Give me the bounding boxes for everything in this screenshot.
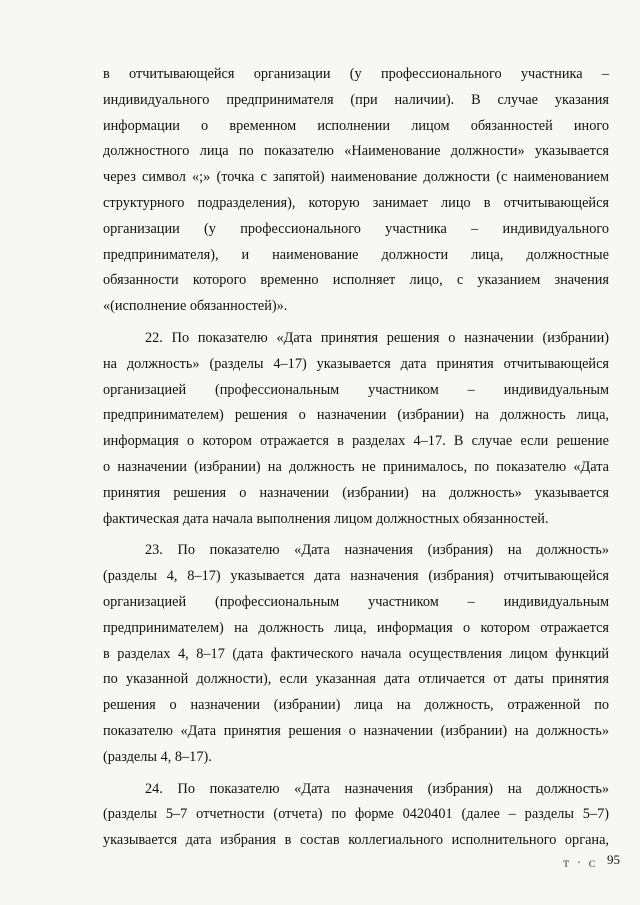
text-line: в отчитывающейся организации (у профессионального участника – <box>103 66 609 82</box>
text-line: предпринимателем) на должность лица, информация о котором отражается <box>103 619 609 636</box>
text-line: принятия решения о назначении (избрании) на должность» указывается <box>103 484 609 501</box>
text-line: (разделы 5–7 отчетности (отчета) по форме 0420401 (далее – разделы 5–7) <box>103 806 609 823</box>
text-line: (разделы 4, 8–17). <box>103 748 212 765</box>
text-line: через символ «;» (точка с запятой) наименование должности (с наименованием <box>103 169 609 186</box>
text-line: организацией (профессиональным участником – индивидуальным <box>103 593 609 610</box>
text-line: на должность» (разделы 4–17) указывается дата принятия отчитывающейся <box>103 355 609 372</box>
text-line: в разделах 4, 8–17 (дата фактического начала осуществления лицом функций <box>103 645 609 662</box>
document-body <box>103 62 609 854</box>
text-line: «(исполнение обязанностей)». <box>103 298 288 315</box>
text-line: решения о назначении (избрании) лица на должность, отраженной по <box>103 697 609 714</box>
text-line: указывается дата избрания в состав коллегиального исполнительного органа, <box>103 832 609 849</box>
text-line: структурного подразделения), которую занимает лицо в отчитывающейся <box>103 194 609 211</box>
text-line: предпринимателем) решения о назначении (избрании) на должность лица, <box>103 407 609 424</box>
text-line: организации (у профессионального участника – индивидуального <box>103 220 609 237</box>
text-line: предпринимателя), и наименование должности лица, должностные <box>103 246 609 263</box>
text-line: индивидуального предпринимателя (при наличии). В случае указания <box>103 91 609 108</box>
text-line: информация о котором отражается в разделах 4–17. В случае если решение <box>103 433 609 450</box>
text-line: по указанной должности), если указанная дата отличается от даты принятия <box>103 671 609 688</box>
text-line: о назначении (избрании) на должность не принималось, по показателю «Дата <box>103 458 609 475</box>
text-line: (разделы 4, 8–17) указывается дата назначения (избрания) отчитывающейся <box>103 568 609 585</box>
paragraph-24-start: 24. По показателю «Дата назначения (избрания) на должность» <box>145 780 609 797</box>
text-line: фактическая дата начала выполнения лицом должностных обязанностей. <box>103 510 549 527</box>
paragraph-23-start: 23. По показателю «Дата назначения (избрания) на должность» <box>145 542 609 559</box>
page-number: 95 <box>607 852 620 867</box>
text-line: информации о временном исполнении лицом обязанностей иного <box>103 117 609 134</box>
text-line: организацией (профессиональным участником – индивидуальным <box>103 381 609 398</box>
paragraph-22-start: 22. По показателю «Дата принятия решения о назначении (избрании) <box>145 329 609 346</box>
text-line: показателю «Дата принятия решения о назначении (избрании) на должность» <box>103 722 609 739</box>
text-line: должностного лица по показателю «Наименование должности» указывается <box>103 143 609 160</box>
handwritten-mark-icon: ᴛ · ᴄ <box>563 856 598 871</box>
text-line: обязанности которого временно исполняет лицо, с указанием значения <box>103 272 609 289</box>
